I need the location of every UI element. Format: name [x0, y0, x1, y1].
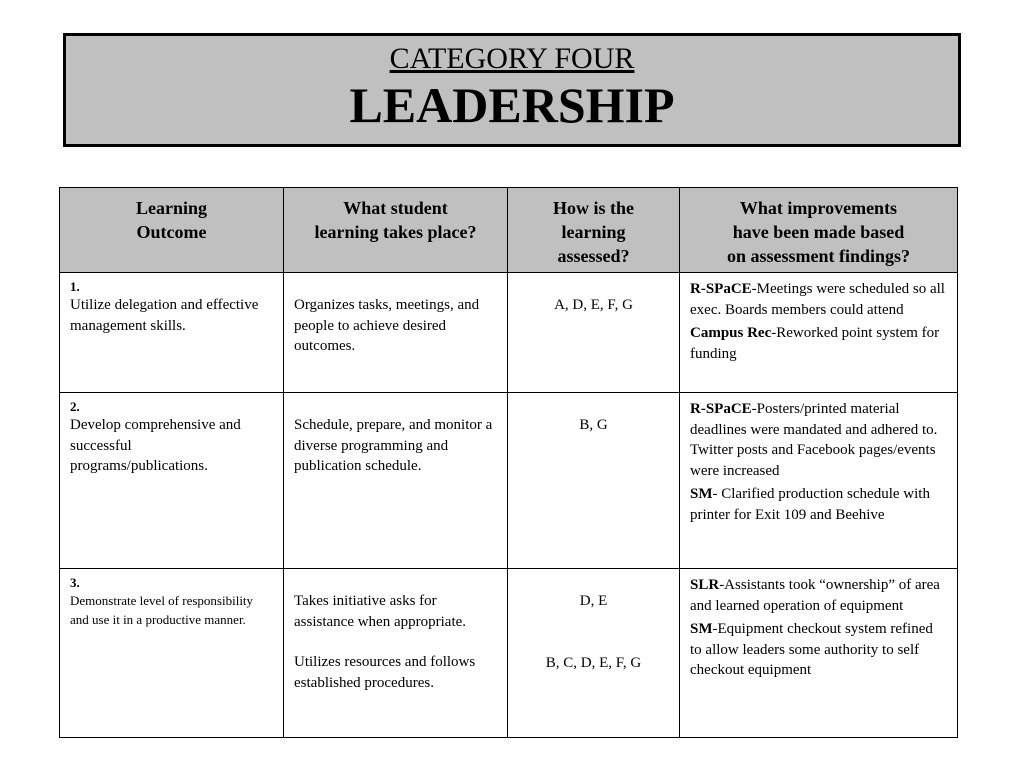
header-text: on assessment findings?	[726, 246, 911, 266]
assessment-text: A, D, E, F, G	[554, 297, 633, 313]
assessment-text: B, G	[579, 417, 608, 433]
improvements-cell	[680, 393, 958, 569]
header-text: What improvements	[739, 198, 898, 218]
learning-text: Takes initiative asks for assistance when appropriate.	[294, 593, 467, 630]
header-text: Learning	[135, 198, 207, 218]
header-text: assessed?	[557, 246, 630, 266]
learning-text: Utilizes resources and follows established procedures.	[294, 654, 476, 691]
improvement-text: -Reworked point system for funding	[690, 325, 940, 362]
program-name: R-SPaCE	[690, 401, 752, 417]
header-text: What student	[343, 198, 448, 218]
improvement-item	[690, 399, 947, 481]
learning-cell	[284, 273, 508, 393]
outcome-cell	[60, 569, 284, 738]
category-heading: CATEGORY FOUR	[389, 42, 635, 75]
header-text: learning	[561, 222, 626, 242]
program-name: Campus Rec	[690, 325, 772, 341]
header-learning-outcome	[60, 188, 284, 273]
assessment-text: D, E	[579, 593, 608, 609]
assessment-table	[59, 187, 958, 738]
title-box	[63, 33, 961, 147]
header-row	[60, 188, 958, 273]
learning-text: Organizes tasks, meetings, and people to achieve desired outcomes.	[294, 297, 480, 354]
program-name: R-SPaCE	[690, 281, 752, 297]
improvement-item	[690, 575, 947, 616]
outcome-number: 3.	[70, 575, 80, 590]
improvements-cell	[680, 569, 958, 738]
outcome-text: Demonstrate level of responsibility and use it in a productive manner.	[70, 593, 254, 627]
outcome-number: 1.	[70, 279, 80, 294]
learning-cell	[284, 393, 508, 569]
outcome-cell	[60, 393, 284, 569]
outcome-text: Utilize delegation and effective management skills.	[70, 297, 259, 334]
header-text: have been made based	[732, 222, 905, 242]
improvement-item	[690, 279, 947, 320]
outcome-number: 2.	[70, 399, 80, 414]
improvements-cell	[680, 273, 958, 393]
table-row	[60, 393, 958, 569]
improvement-text: -Posters/printed material deadlines were mandated and adhered to. Twitter posts and Facebook pages/events were increased	[690, 401, 938, 479]
assessment-text: B, C, D, E, F, G	[545, 654, 642, 671]
program-name: SLR	[690, 577, 720, 593]
assessment-cell	[508, 273, 680, 393]
learning-text: Schedule, prepare, and monitor a diverse programming and publication schedule.	[294, 417, 493, 474]
outcome-text: Develop comprehensive and successful programs/publications.	[70, 417, 241, 474]
program-name: SM	[690, 486, 713, 502]
improvement-text: -Meetings were scheduled so all exec. Boards members could attend	[690, 281, 945, 318]
improvement-text: -Equipment checkout system refined to allow leaders some authority to self checkout equipment	[690, 621, 933, 678]
program-name: SM	[690, 621, 713, 637]
improvement-item	[690, 323, 947, 364]
header-text: Outcome	[136, 222, 207, 242]
learning-cell	[284, 569, 508, 738]
assessment-cell	[508, 569, 680, 738]
header-student-learning	[284, 188, 508, 273]
improvement-text: - Clarified production schedule with printer for Exit 109 and Beehive	[690, 486, 930, 523]
header-improvements	[680, 188, 958, 273]
table-row	[60, 273, 958, 393]
improvement-text: -Assistants took “ownership” of area and learned operation of equipment	[690, 577, 940, 614]
improvement-item	[690, 484, 947, 525]
header-assessment	[508, 188, 680, 273]
outcome-cell	[60, 273, 284, 393]
header-text: How is the	[553, 198, 634, 218]
table-row	[60, 569, 958, 738]
header-text: learning takes place?	[314, 222, 477, 242]
assessment-cell	[508, 393, 680, 569]
improvement-item	[690, 619, 947, 681]
category-title: LEADERSHIP	[349, 77, 675, 133]
